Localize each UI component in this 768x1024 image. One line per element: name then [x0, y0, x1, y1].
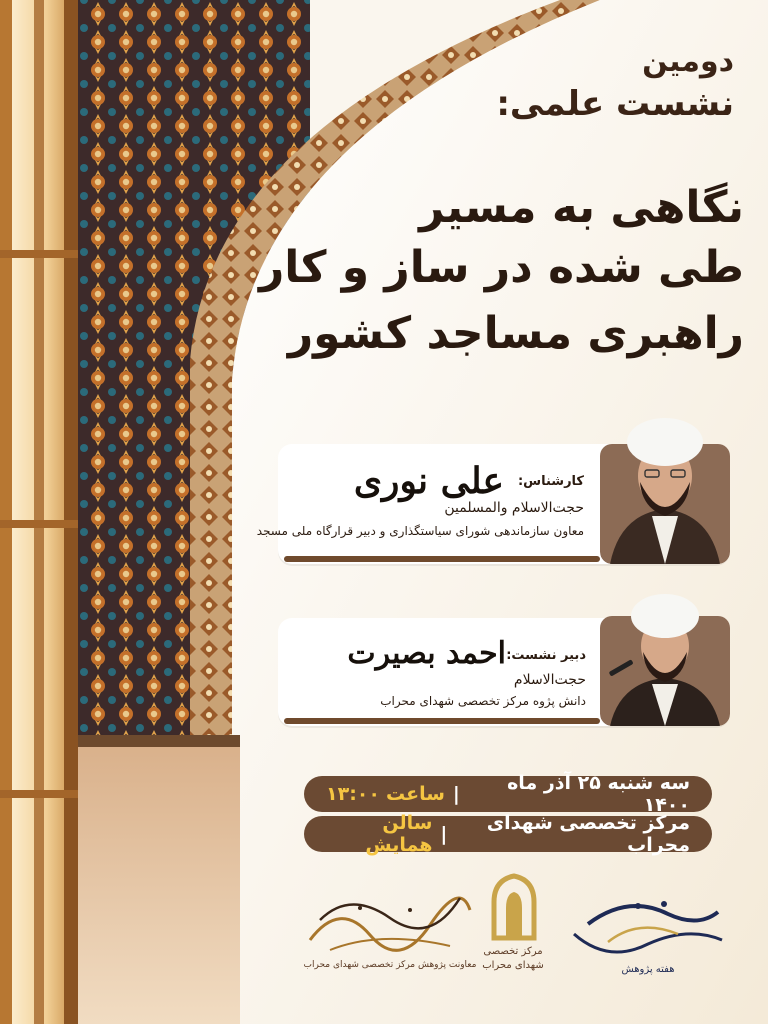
speaker-name-host: احمد بصیرت	[347, 636, 506, 671]
calligraphy-logo-icon	[300, 880, 480, 960]
card-underline	[284, 718, 600, 724]
speaker-affiliation-host: دانش پژوه مرکز تخصصی شهدای محراب	[380, 694, 586, 708]
card-underline	[284, 556, 600, 562]
speaker-affiliation-expert: معاون سازماندهی شورای سیاستگذاری و دبیر قرارگاه ملی مسجد	[256, 524, 584, 538]
mihrab-logo-icon	[484, 872, 544, 942]
research-week-text: هفته پژوهش	[621, 964, 675, 975]
speaker-name-expert: علی نوری	[353, 460, 504, 502]
shohada-caption-line1: مرکز تخصصی	[483, 946, 543, 957]
shohada-caption-line2: شهدای محراب	[482, 960, 544, 971]
title-line-1: نگاهی به مسیر	[419, 182, 744, 233]
event-date: سه شنبه ۲۵ آذر ماه ۱۴۰۰	[507, 772, 690, 816]
title-line-2: طی شده در ساز و کار	[258, 242, 744, 293]
schedule-datetime	[304, 772, 712, 816]
venue-name: مرکز تخصصی شهدای محراب	[486, 812, 690, 856]
speaker-role-host: دبیر نشست:	[506, 648, 586, 663]
research-deputy-logo	[300, 880, 480, 960]
speaker-honorific-host: حجت‌الاسلام	[513, 672, 586, 688]
event-type: نشست علمی:	[496, 84, 734, 124]
research-deputy-calligraphy-text: معاونت پژوهش مرکز تخصصی شهدای محراب	[303, 960, 477, 970]
separator: |	[452, 783, 460, 805]
time-value: ۱۳:۰۰	[326, 783, 380, 805]
shohada-mehrab-logo	[484, 872, 544, 942]
speaker-honorific-expert: حجت‌الاسلام والمسلمین	[444, 500, 584, 516]
speaker-card-expert	[256, 444, 730, 564]
research-week-logo	[568, 884, 728, 964]
research-week-logo-icon	[568, 884, 728, 964]
speaker-card-host	[278, 618, 730, 726]
venue-hall: سالن همایش	[365, 812, 433, 856]
schedule-venue	[304, 812, 712, 856]
cleric-portrait-icon	[600, 404, 730, 564]
cleric-portrait-icon	[600, 582, 730, 726]
speaker-photo-host	[600, 582, 730, 726]
separator: |	[440, 823, 448, 845]
time-label: ساعت	[386, 783, 445, 805]
speaker-photo-expert	[600, 404, 730, 564]
speaker-role-expert: کارشناس:	[517, 474, 584, 489]
title-line-3: راهبری مساجد کشور	[287, 308, 744, 359]
event-ordinal: دومین	[642, 44, 734, 79]
